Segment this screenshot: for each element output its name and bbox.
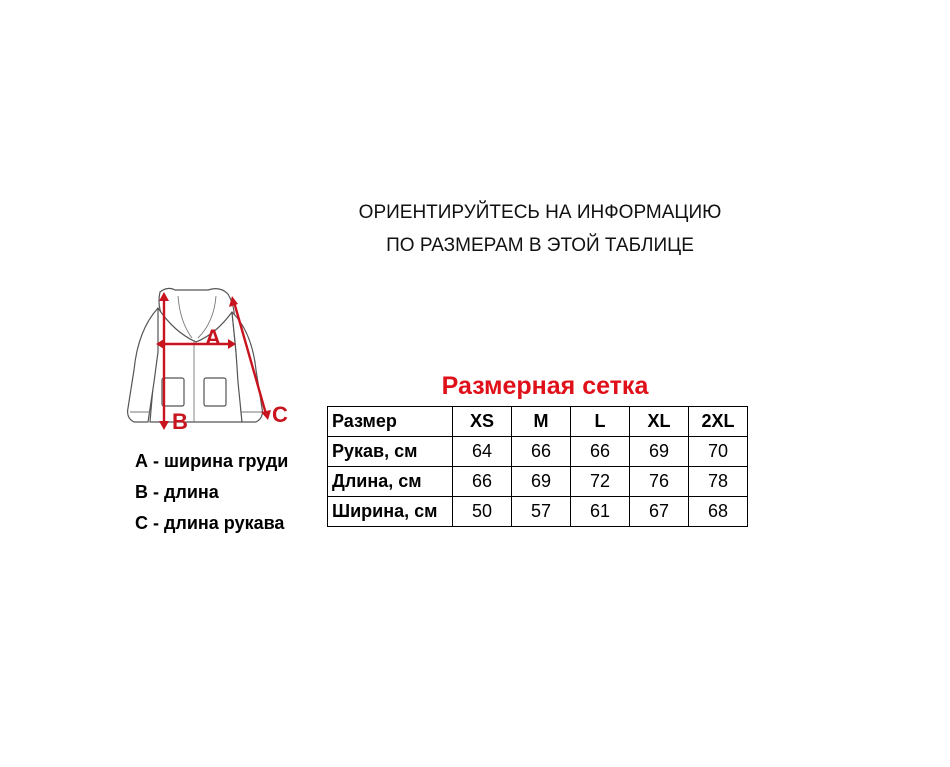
table-cell: 61 [571, 497, 630, 527]
header-cell: 2XL [689, 407, 748, 437]
header-cell: Размер [328, 407, 453, 437]
jacket-diagram [120, 282, 300, 442]
legend-b: В - длина [135, 482, 219, 502]
row-label: Рукав, см [328, 437, 453, 467]
table-cell: 68 [689, 497, 748, 527]
intro-line-1: ОРИЕНТИРУЙТЕСЬ НА ИНФОРМАЦИЮ [358, 202, 722, 223]
table-row [328, 467, 748, 497]
row-label: Ширина, см [328, 497, 453, 527]
table-cell: 64 [453, 437, 512, 467]
header-cell: XL [630, 407, 689, 437]
table-cell: 66 [571, 437, 630, 467]
table-cell: 76 [630, 467, 689, 497]
table-cell: 70 [689, 437, 748, 467]
jacket-left-pocket [162, 378, 184, 406]
legend-a: А - ширина груди [135, 451, 289, 471]
jacket-right-pocket [204, 378, 226, 406]
table-cell: 69 [512, 467, 571, 497]
table-row [328, 497, 748, 527]
size-chart-title: Размерная сетка [441, 372, 649, 400]
header-cell: L [571, 407, 630, 437]
row-label: Длина, см [328, 467, 453, 497]
table-cell: 66 [512, 437, 571, 467]
label-c: C [272, 402, 288, 427]
table-cell: 50 [453, 497, 512, 527]
table-cell: 69 [630, 437, 689, 467]
table-row [328, 437, 748, 467]
intro-text [330, 196, 750, 262]
label-b: B [172, 409, 188, 434]
size-table [327, 406, 748, 527]
legend-c: С - длина рукава [135, 513, 285, 533]
measurement-legend [135, 446, 288, 539]
table-cell: 57 [512, 497, 571, 527]
table-cell: 67 [630, 497, 689, 527]
intro-line-2: ПО РАЗМЕРАМ В ЭТОЙ ТАБЛИЦЕ [386, 235, 694, 256]
label-a: A [205, 325, 221, 350]
header-cell: XS [453, 407, 512, 437]
table-cell: 72 [571, 467, 630, 497]
header-cell: M [512, 407, 571, 437]
table-cell: 66 [453, 467, 512, 497]
table-cell: 78 [689, 467, 748, 497]
table-header-row [328, 407, 748, 437]
